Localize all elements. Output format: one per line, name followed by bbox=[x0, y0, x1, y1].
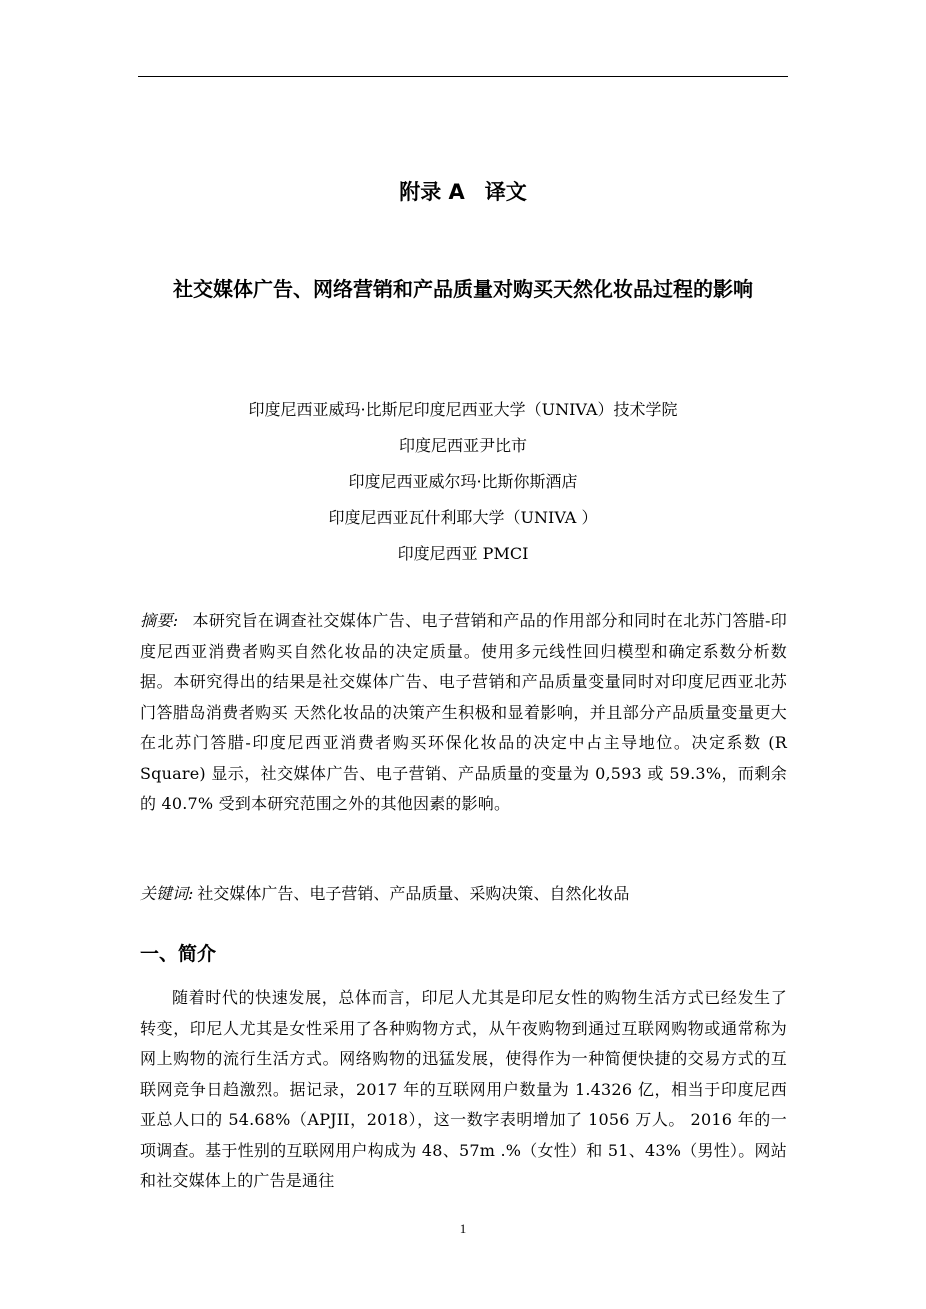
keywords-label: 关键词: bbox=[140, 884, 194, 903]
keywords bbox=[140, 879, 787, 909]
abstract-label: 摘要: bbox=[140, 611, 179, 630]
abstract-text: 本研究旨在调查社交媒体广告、电子营销和产品的作用部分和同时在北苏门答腊-印度尼西亚消费者购买自然化妆品的决定质量。使用多元线性回归模型和确定系数分析数据。本研究得出的结果是社交媒体广告、电子营销和产品质量变量同时对印度尼西亚北苏门答腊岛消费者购买 天然化妆品的决策产生积极和显着影响，并且部分产品质量变量更大在北苏门答腊-印度尼西亚消费者购买环保化妆品的决定中占主导地位。决定系数 (R Square) 显示，社交媒体广告、电子营销、产品质量的变量为 0,593 或 59.3%，而剩余的 40.7% 受到本研究范围之外的其他因素的影响。 bbox=[140, 611, 787, 813]
affiliation-line: 印度尼西亚威尔玛·比斯你斯酒店 bbox=[348, 472, 578, 491]
affiliation-line: 印度尼西亚瓦什利耶大学（UNIVA ） bbox=[328, 508, 598, 527]
affiliations bbox=[138, 392, 788, 572]
article-title: 社交媒体广告、网络营销和产品质量对购买天然化妆品过程的影响 bbox=[173, 277, 753, 301]
header-rule bbox=[138, 76, 788, 77]
section-heading: 一、简介 bbox=[140, 943, 217, 965]
page-number: 1 bbox=[459, 1221, 467, 1236]
appendix-heading bbox=[0, 176, 926, 208]
appendix-title: 译文 bbox=[484, 180, 527, 204]
keywords-text: 社交媒体广告、电子营销、产品质量、采购决策、自然化妆品 bbox=[197, 884, 630, 903]
appendix-label: 附录 A bbox=[399, 180, 465, 204]
affiliation-line: 印度尼西亚威玛·比斯尼印度尼西亚大学（UNIVA）技术学院 bbox=[248, 400, 678, 419]
intro-paragraph: 随着时代的快速发展，总体而言，印尼人尤其是印尼女性的购物生活方式已经发生了转变，印尼人尤其是女性采用了各种购物方式，从午夜购物到通过互联网购物或通常称为网上购物的流行生活方式。网络购物的迅猛发展，使得作为一种简便快捷的交易方式的互联网竞争日趋激烈。据记录，2017 年的互联网用户数量为 1.4326 亿，相当于印度尼西亚总人口的 54.68%（APJII，2018），这一数字表明增加了 1056 万人。 2016 年的一项调查。基于性别的互联网用户构成为 48、57m .%（女性）和 51、43%（男性）。网站和社交媒体上的广告是通往 bbox=[140, 988, 787, 1190]
abstract bbox=[140, 606, 787, 820]
affiliation-line: 印度尼西亚尹比市 bbox=[398, 436, 527, 455]
affiliation-line: 印度尼西亚 PMCI bbox=[397, 544, 529, 563]
